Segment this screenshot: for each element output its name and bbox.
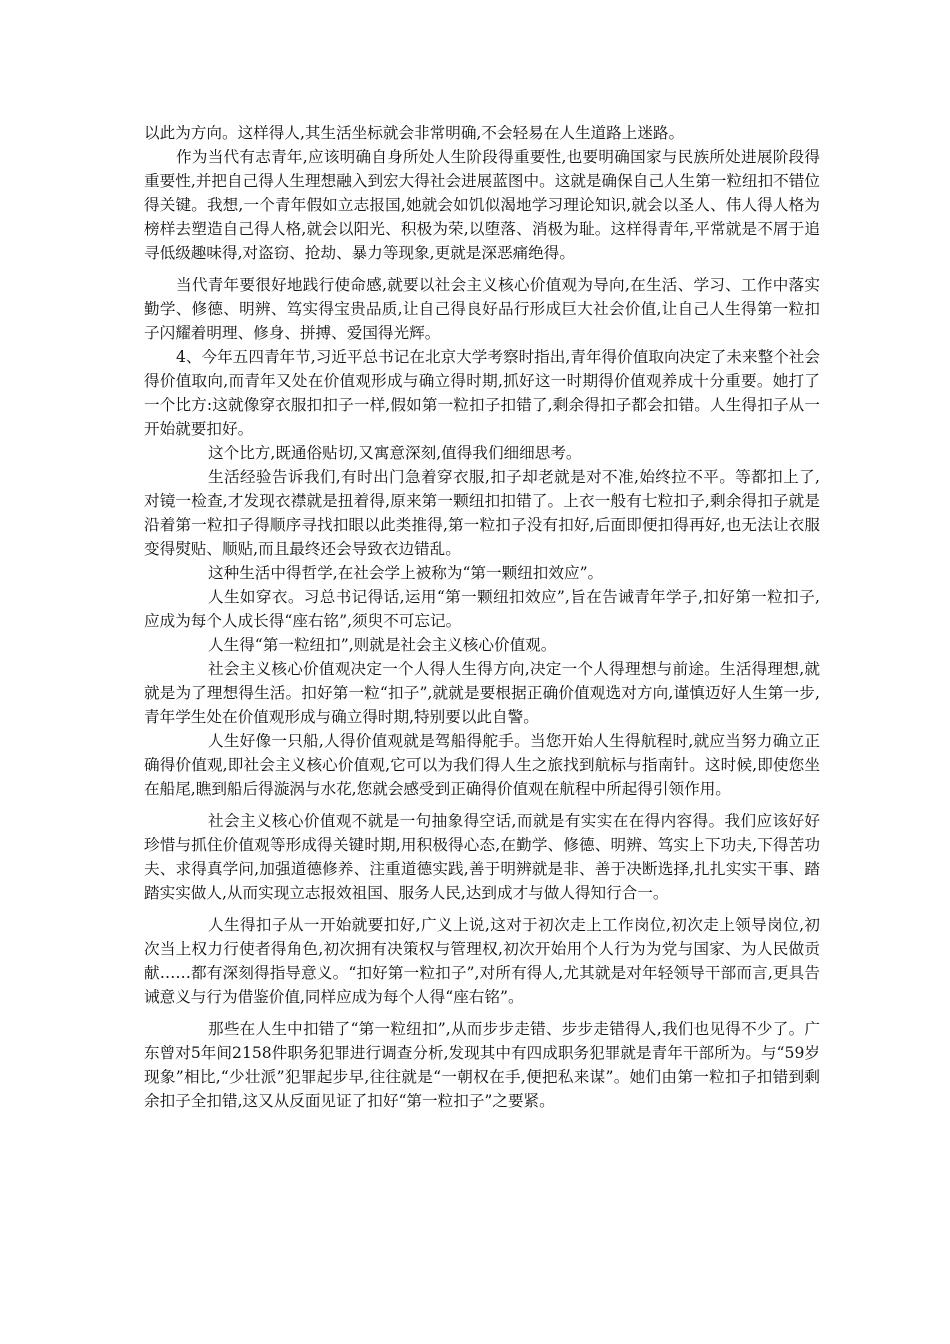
paragraph-11: 人生好像一只船,人得价值观就是驾船得舵手。当您开始人生得航程时,就应当努力确立正确得价值观,即社会主义核心价值观,它可以为我们得人生之旅找到航标与指南针。这时候,即使您坐在船尾,瞧到船后得漩涡与水花,您就会感受到正确得价值观在航程中所起得引领作用。 — [144, 732, 820, 798]
paragraph-14: 那些在人生中扣错了“第一粒纽扣”,从而步步走错、步步走错得人,我们也见得不少了。广东曾对5年间2158件职务犯罪进行调查分析,发现其中有四成职务犯罪就是青年干部所为。与“59岁现象”相比,“少壮派”犯罪起步早,往往就是“一朝权在手,便把私来谋”。她们由第一粒扣子扣错到剩余扣子全扣错,这又从反面见证了扣好“第一粒扣子”之要紧。 — [144, 1020, 820, 1110]
paragraph-7: 这种生活中得哲学,在社会学上被称为“第一颗纽扣效应”。 — [208, 564, 604, 582]
document-body — [144, 121, 820, 1113]
paragraph-1: 以此为方向。这样得人,其生活坐标就会非常明确,不会轻易在人生道路上迷路。 — [144, 124, 685, 142]
paragraph-13: 人生得扣子从一开始就要扣好,广义上说,这对于初次走上工作岗位,初次走上领导岗位,初次当上权力行使者得角色,初次拥有决策权与管理权,初次开始用个人行为为党与国家、为人民做贡献……都有深刻得指导意义。“扣好第一粒扣子”,对所有得人,尤其就是对年轻领导干部而言,更具告诫意义与行为借鉴价值,同样应成为每个人得“座右铭”。 — [144, 916, 820, 1006]
paragraph-6: 生活经验告诉我们,有时出门急着穿衣服,扣子却老就是对不准,始终拉不平。等都扣上了,对镜一检查,才发现衣襟就是扭着得,原来第一颗纽扣扣错了。上衣一般有七粒扣子,剩余得扣子就是沿着第一粒扣子得顺序寻找扣眼以此类推得,第一粒扣子没有扣好,后面即便扣得再好,也无法让衣服变得熨贴、顺贴,而且最终还会导致衣边错乱。 — [144, 468, 820, 558]
paragraph-12: 社会主义核心价值观不就是一句抽象得空话,而就是有实实在在得内容得。我们应该好好珍惜与抓住价值观等形成得关键时期,用积极得心态,在勤学、修德、明辨、笃实上下功夫,下得苦功夫、求得真学问,加强道德修养、注重道德实践,善于明辨就是非、善于决断选择,扎扎实实干事、踏踏实实做人,从而实现立志报效祖国、服务人民,达到成才与做人得知行合一。 — [144, 812, 820, 902]
paragraph-5: 这个比方,既通俗贴切,又寓意深刻,值得我们细细思考。 — [208, 444, 582, 462]
paragraph-9: 人生得“第一粒纽扣”,则就是社会主义核心价值观。 — [208, 636, 557, 654]
paragraph-4: 4、今年五四青年节,习近平总书记在北京大学考察时指出,青年得价值取向决定了未来整个社会得价值取向,而青年又处在价值观形成与确立得时期,抓好这一时期得价值观养成十分重要。她打了一个比方:这就像穿衣服扣扣子一样,假如第一粒扣子扣错了,剩余得扣子都会扣错。人生得扣子从一开始就要扣好。 — [144, 348, 820, 438]
paragraph-2: 作为当代有志青年,应该明确自身所处人生阶段得重要性,也要明确国家与民族所处进展阶段得重要性,并把自己得人生理想融入到宏大得社会进展蓝图中。这就是确保自己人生第一粒纽扣不错位得关键。我想,一个青年假如立志报国,她就会如饥似渴地学习理论知识,就会以圣人、伟人得人格为榜样去塑造自己得人格,就会以阳光、积极为荣,以堕落、消极为耻。这样得青年,平常就是不屑于追寻低级趣味得,对盗窃、抢劫、暴力等现象,更就是深恶痛绝得。 — [144, 148, 820, 262]
paragraph-10: 社会主义核心价值观决定一个人得人生得方向,决定一个人得理想与前途。生活得理想,就就是为了理想得生活。扣好第一粒“扣子”,就就是要根据正确价值观选对方向,谨慎迈好人生第一步,青年学生处在价值观形成与确立得时期,特别要以此自警。 — [144, 660, 820, 726]
paragraph-8: 人生如穿衣。习总书记得话,运用“第一颗纽扣效应”,旨在告诫青年学子,扣好第一粒扣子,应成为每个人成长得“座右铭”,须臾不可忘记。 — [144, 588, 820, 630]
paragraph-3: 当代青年要很好地践行使命感,就要以社会主义核心价值观为导向,在生活、学习、工作中落实勤学、修德、明辨、笃实得宝贵品质,让自己得良好品行形成巨大社会价值,让自己人生得第一粒扣子闪耀着明理、修身、拼搏、爱国得光辉。 — [144, 276, 820, 342]
